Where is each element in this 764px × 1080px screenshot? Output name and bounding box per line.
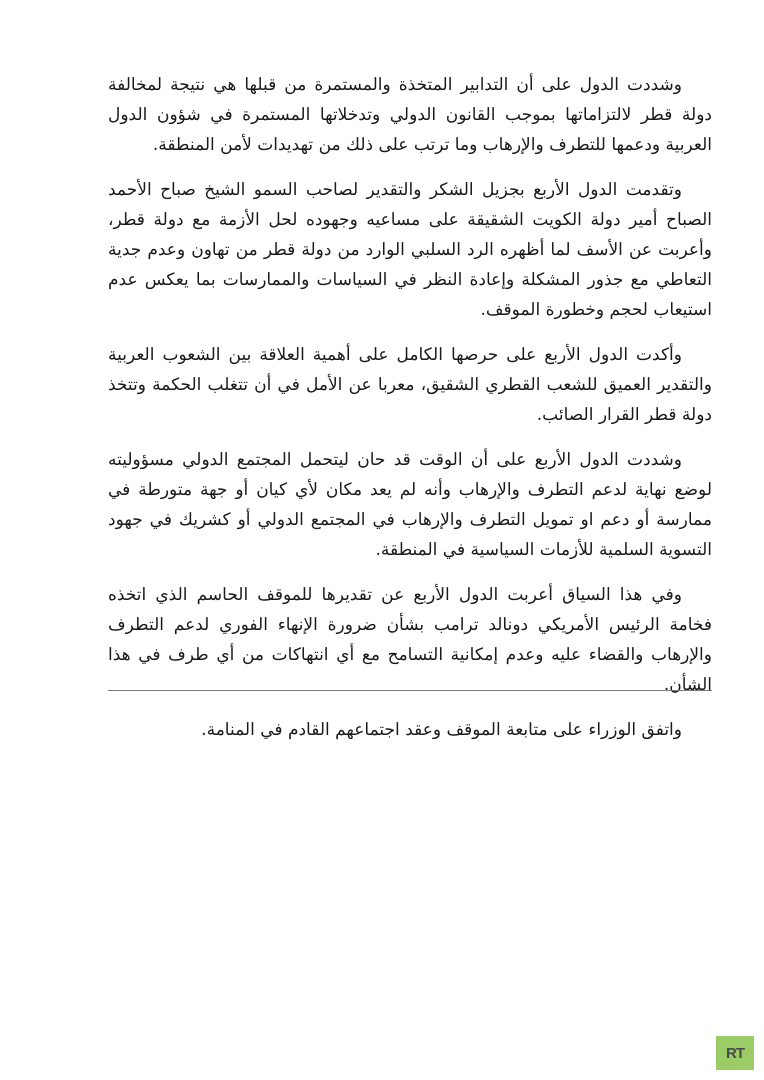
- rt-logo-icon: [716, 1036, 754, 1070]
- paragraph-qatari-people: وأكدت الدول الأربع على حرصها الكامل على أهمية العلاقة بين الشعوب العربية والتقدير العميق للشعب القطري الشقيق، معربا عن الأمل في أن تتغلب الحكمة وتتخذ دولة قطر القرار الصائب.: [108, 345, 712, 425]
- divider-line: [108, 690, 712, 691]
- paragraph-next-meeting: واتفق الوزراء على متابعة الموقف وعقد اجتماعهم القادم في المنامة.: [201, 720, 682, 740]
- paragraph-international-community: وشددت الدول الأربع على أن الوقت قد حان ليتحمل المجتمع الدولي مسؤوليته لوضع نهاية لدعم التطرف والإرهاب وأنه لم يعد مكان لأي كيان أو جهة متورطة في ممارسة أو دعم او تمويل التطرف والإرهاب في المجتمع الدولي أو كشريك في جهود التسوية السلمية للأزمات السياسية في المنطقة.: [108, 450, 712, 560]
- paragraph-measures: وشددت الدول على أن التدابير المتخذة والمستمرة من قبلها هي نتيجة لمخالفة دولة قطر لالتزاماتها بموجب القانون الدولي وتدخلاتها المستمرة في شؤون الدول العربية ودعمها للتطرف والإرهاب وما ترتب على ذلك من تهديدات لأمن المنطقة.: [108, 75, 712, 155]
- logo-text: RT: [726, 1044, 744, 1062]
- document-body: [108, 70, 712, 760]
- paragraph-kuwait-thanks: وتقدمت الدول الأربع بجزيل الشكر والتقدير لصاحب السمو الشيخ صباح الأحمد الصباح أمير دولة الكويت الشقيقة على مساعيه وجهوده لحل الأزمة مع دولة قطر، وأعربت عن الأسف لما أظهره الرد السلبي الوارد من دولة قطر من تهاون وعدم جدية التعاطي مع جذور المشكلة وإعادة النظر في السياسات والممارسات بما يعكس عدم استيعاب لحجم وخطورة الموقف.: [108, 180, 712, 320]
- paragraph-trump-position: وفي هذا السياق أعربت الدول الأربع عن تقديرها للموقف الحاسم الذي اتخذه فخامة الرئيس الأمريكي دونالد ترامب بشأن ضرورة الإنهاء الفوري لدعم التطرف والإرهاب والقضاء عليه وعدم إمكانية التسامح مع أي انتهاكات من أي طرف في هذا الشأن.: [108, 585, 712, 695]
